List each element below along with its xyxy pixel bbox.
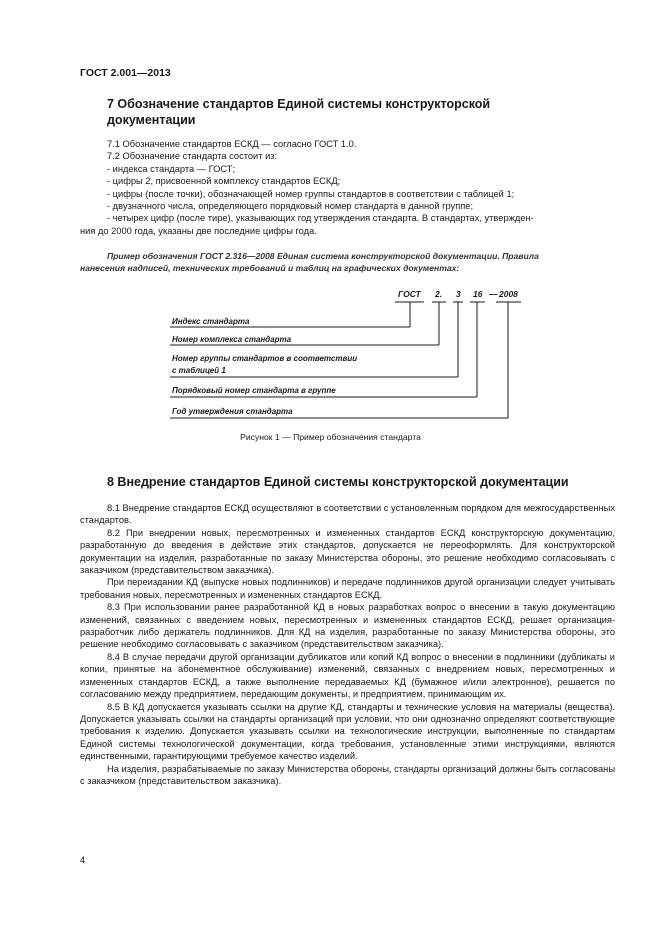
label-group-line1: Номер группы стандартов в соответствии (172, 354, 358, 363)
designation-example (80, 250, 617, 275)
figure-1 (165, 282, 545, 427)
page-number: 4 (80, 855, 86, 865)
paragraph: 8.3 При использовании ранее разработанной КД в новых разработках вопрос о внесении в такую документацию изменений, связанных с введением новых, пересмотренных и измененных стандартов ЕСКД, решает организация-разработчик либо держатель подлинников. Для КД на изделия, разработанные по заказу Министерства обороны, это решение необходимо согласовывать с заказчиком (представительством заказчика). (80, 602, 615, 650)
list-item: - индекса стандарта — ГОСТ; (107, 163, 236, 174)
label-index: Индекс стандарта (172, 317, 250, 326)
section-7-title (107, 96, 547, 128)
code-complex: 2. (435, 289, 443, 299)
list-item-continuation: ния до 2000 года, указаны две последние цифры года. (80, 225, 317, 236)
code-group: 3 (456, 289, 461, 299)
designation-diagram (165, 282, 545, 422)
code-year: 2008 (499, 289, 518, 299)
paragraph: При переиздании КД (выпуске новых подлинников) и передаче подлинников другой организации следует учитывать требования новых, пересмотренных и измененных стандартов ЕСКД. (80, 577, 615, 600)
section-7-list (80, 138, 617, 237)
section-8-body (80, 502, 615, 787)
list-item: - цифры 2, присвоенной комплексу стандартов ЕСКД; (107, 176, 341, 187)
code-dash: — (489, 289, 498, 299)
paragraph: 8.2 При внедрении новых, пересмотренных и измененных стандартов ЕСКД конструкторскую документацию, разработанную до введения в действие этих стандартов, допускается не переоформлять. Для конструкторской документации на изделия, разработанные по заказу Министерства обороны, это решение необходимо согласовывать с заказчиком (представительством заказчика). (80, 527, 615, 576)
label-number: Порядковый номер стандарта в группе (172, 386, 336, 395)
list-item: - двузначного числа, определяющего порядковый номер стандарта в данной группе; (107, 201, 474, 212)
paragraph: 8.4 В случае передачи другой организации дубликатов или копий КД вопрос о внесении в подлинники (дубликаты и копии, принятые на абонементное обслуживание) изменений, связанных с внедрением новых, пересмотренных и измененных стандартов ЕСКД, а также выполнение передаваемых КД (бумажное и/или электронное), решается по согласованию между предприятием, передающим документы, и предприятием, принимающим их. (80, 651, 615, 700)
list-item: 7.2 Обозначение стандарта состоит из: (107, 151, 278, 162)
document-header: ГОСТ 2.001—2013 (80, 67, 171, 79)
section-7-title-line2: документации (107, 113, 196, 127)
label-group-line2: с таблицей 1 (172, 366, 226, 375)
code-gost: ГОСТ (398, 289, 421, 299)
example-line1: Пример обозначения ГОСТ 2.316—2008 Единая система конструкторской документации. Правила (107, 251, 539, 261)
paragraph: 8.1 Внедрение стандартов ЕСКД осуществляют в соответствии с установленным порядком для межгосударственных стандартов. (80, 503, 615, 526)
label-year: Год утверждения стандарта (172, 407, 293, 416)
figure-caption: Рисунок 1 — Пример обозначения стандарта (240, 432, 421, 442)
paragraph: 8.5 В КД допускается указывать ссылки на другие КД, стандарты и технические условия на материалы (вещества). Допускается указывать ссылки на стандарты организаций при условии, что они однозначно определяют соответствующие требования к изделию. Допускается указывать ссылки на технологические инструкции, выполненные по стандартам Единой системы технологической документации, когда требования, установленные этими инструкциями, являются единственными, гарантирующими требуемое качество изделий. (80, 701, 615, 762)
section-7-title-line1: 7 Обозначение стандартов Единой системы конструкторской (107, 97, 491, 111)
code-number: 16 (473, 289, 483, 299)
paragraph: На изделия, разрабатываемые по заказу Министерства обороны, стандарты организаций должны быть согласованы с заказчиком (представительством заказчика). (80, 763, 615, 786)
example-line2: нанесения надписей, технических требований и таблиц на графических документах: (80, 263, 460, 274)
list-item: - цифры (после точки), обозначающей номер группы стандартов в соответствии с таблицей 1; (107, 188, 515, 199)
list-item: 7.1 Обозначение стандартов ЕСКД — согласно ГОСТ 1.0. (107, 139, 357, 149)
list-item: - четырех цифр (после тире), указывающих год утверждения стандарта. В стандартах, утвержден- (107, 213, 534, 224)
section-8-title: 8 Внедрение стандартов Единой системы конструкторской документации (107, 475, 569, 489)
label-complex: Номер комплекса стандарта (172, 335, 292, 344)
